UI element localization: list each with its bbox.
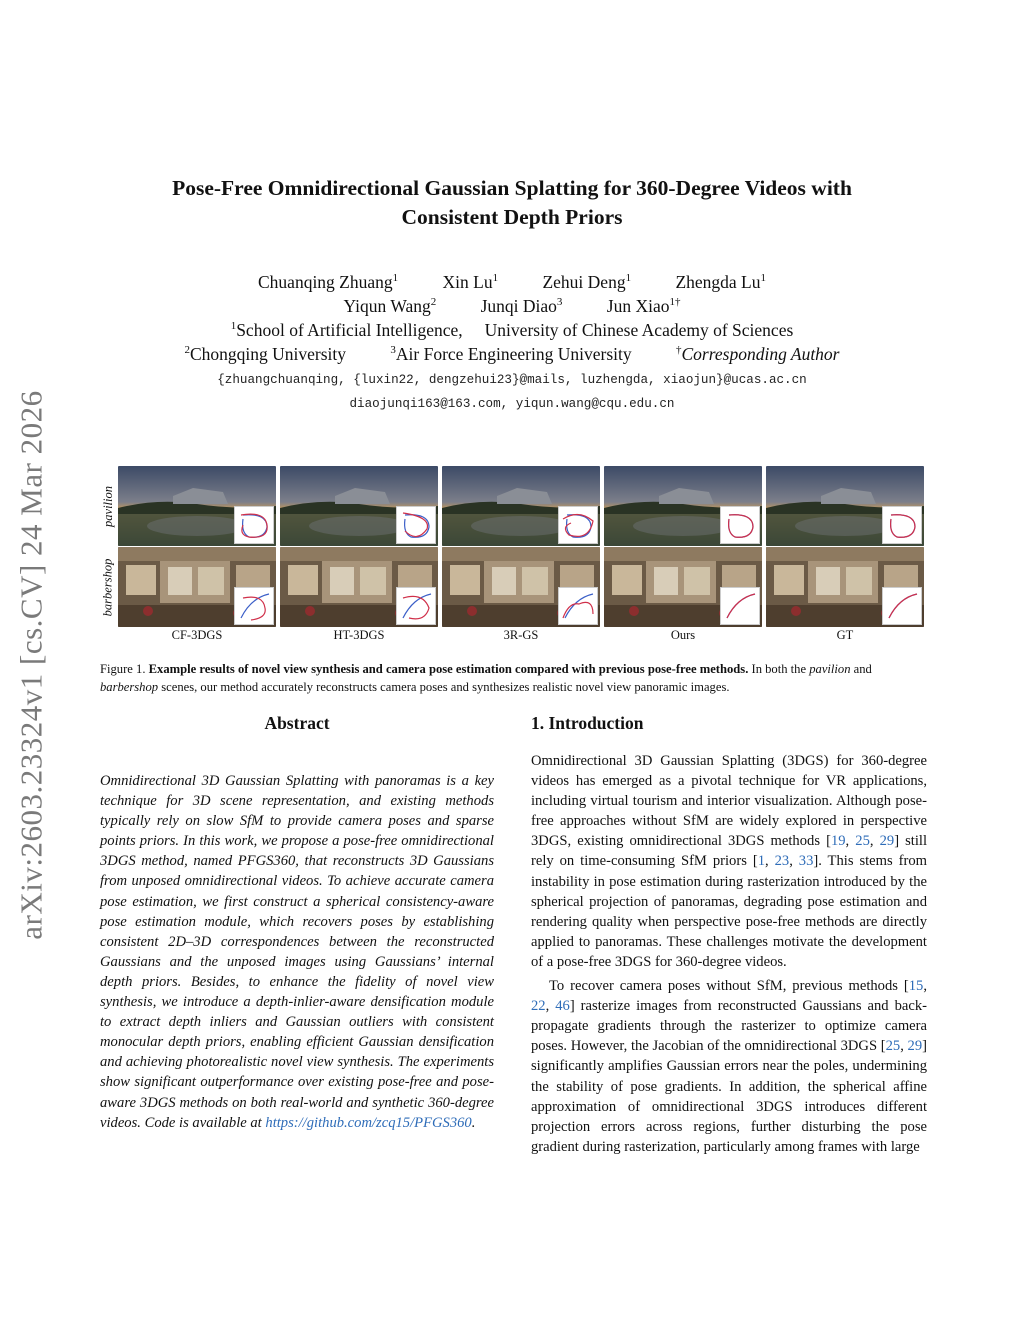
affiliation-sup: 1 [230,320,237,332]
affiliation-sup: 2 [184,344,190,356]
row-label-barbershop [98,547,118,627]
author-sup: 1 [492,272,499,284]
camera-trajectory-inset [558,587,598,625]
corresponding-sup: † [675,344,682,356]
intro-text: , [545,998,556,1015]
author-sup: 2 [430,296,437,308]
barbershop-panorama-image [118,547,276,627]
intro-text: , [765,853,775,870]
citation-link[interactable]: 22 [531,998,546,1015]
camera-trajectory-inset [234,506,274,544]
abstract-heading: Abstract [264,713,330,733]
row-label-text: pavilion [100,485,115,527]
column-label: Ours [670,628,696,642]
email-line-1: {zhuangchuanqing, {luxin22, dengzehui23}@mails, luzhengda, xiaojun}@ucas.ac.cn [217,373,807,387]
title-line-2: Consistent Depth Priors [401,205,623,229]
intro-text: , [869,833,880,850]
intro-text: , [845,833,856,850]
citation-link[interactable]: 46 [555,998,570,1015]
author-sup: 3 [556,296,563,308]
introduction-body [531,751,927,1157]
caption-prefix: Figure 1. [100,662,146,676]
caption-bold: Example results of novel view synthesis and camera pose estimation compared with previous pose-free methods. [148,662,749,676]
author-line-1 [100,270,924,294]
citation-link[interactable]: 15 [908,978,924,995]
introduction-heading: 1. Introduction [531,713,644,733]
camera-trajectory-inset [234,587,274,625]
intro-paragraph-1 [531,751,927,972]
author-name: Zhengda Lu [675,272,761,292]
pavilion-panorama-image [442,466,600,546]
title-line-1: Pose-Free Omnidirectional Gaussian Splatting for 360-Degree Videos with [172,176,852,200]
email-line-2: diaojunqi163@163.com, yiqun.wang@cqu.edu.cn [349,397,675,411]
barbershop-panorama-image [280,547,438,627]
caption-scene: pavilion [809,662,851,676]
affiliation-university: University of Chinese Academy of Sciences [484,320,794,340]
author-line-2 [100,294,924,318]
intro-text: ] still rely on time-consuming SfM priors [ [531,833,928,870]
camera-trajectory-inset [396,506,436,544]
column-label: 3R-GS [503,628,539,642]
pavilion-panorama-image [604,466,762,546]
column-label: GT [836,628,854,642]
author-name: Chuanqing Zhuang [258,272,393,292]
affiliation-sup: 3 [390,344,396,356]
author-sup: 1 [625,272,632,284]
arxiv-identifier [10,355,54,975]
intro-text: Omnidirectional 3D Gaussian Splatting (3DGS) for 360-degree videos has emerged as a pivotal technique for VR applications, including virtual tourism and interior visualization. Although pose-free approaches without SfM are widely explored in perspective 3DGS, existing omnidirectional 3DGS methods [ [531,753,927,850]
corresponding-author-note: Corresponding Author [681,344,840,364]
citation-link[interactable]: 29 [879,833,895,850]
author-name: Zehui Deng [542,272,626,292]
citation-link[interactable]: 25 [885,1038,901,1055]
author-sup: 1 [392,272,399,284]
intro-text: ]. This stems from instability in pose estimation during rasterization introduced by the spherical projection of panoramas, degrading pose estimation and rendering quality when perspective pose-free methods are directly applied to panoramas. These challenges motivate the development of a pose-free 3DGS for 360-degree videos. [531,853,928,970]
pavilion-panorama-image [766,466,924,546]
camera-trajectory-inset [882,587,922,625]
pavilion-panorama-image [118,466,276,546]
citation-link[interactable]: 29 [907,1038,923,1055]
abstract-body [100,771,494,1133]
citation-link[interactable]: 19 [830,833,846,850]
column-label: HT-3DGS [333,628,385,642]
caption-text: In both the [751,662,807,676]
abstract-text: Omnidirectional 3D Gaussian Splatting with panoramas is a key technique for 3D scene representation, and existing methods typically rely on slow SfM to provide camera poses and sparse points priors. In this work, we propose a pose-free omnidirectional 3DGS method, named PFGS360, that reconstructs 3D Gaussians from unposed omnidirectional videos. To achieve accurate camera pose estimation, we first construct a spherical consistency-aware pose estimation module, which recovers poses by establishing consistent 2D–3D correspondences between the reconstructed Gaussians and the unposed images using Gaussians’ internal depth priors. Besides, to enhance the fidelity of novel view synthesis, we introduce a depth-inlier-aware densification module to extract depth inliers and Gaussian outliers with consistent monocular depth priors, enabling efficient Gaussian densification and achieving photorealistic novel view synthesis. The experiments show significant outperformance over existing pose-free and pose-aware 3DGS methods on both real-world and synthetic 360-degree videos. Code is available at [100,773,494,1131]
arxiv-id-text: arXiv:2603.23324v1 [cs.CV] 24 Mar 2026 [14,390,50,940]
pavilion-panorama-image [280,466,438,546]
intro-text: ] rasterize images from reconstructed Gaussians and back-propagate gradients through the rasterizer to optimize camera poses. However, the Jacobian of the omnidirectional 3DGS [ [531,998,927,1055]
citation-link[interactable]: 25 [855,833,870,850]
barbershop-panorama-image [604,547,762,627]
figure-caption [100,660,924,696]
camera-trajectory-inset [720,506,760,544]
caption-text: and [853,662,872,676]
camera-trajectory-inset [882,506,922,544]
author-name: Jun Xiao [606,296,670,316]
intro-paragraph-2 [531,976,927,1157]
affiliation-line-2 [100,342,924,366]
row-label-text: barbershop [100,558,115,616]
affiliation-airforce: Air Force Engineering University [395,344,632,364]
camera-trajectory-inset [558,506,598,544]
camera-trajectory-inset [720,587,760,625]
caption-scene: barbershop [100,680,159,694]
intro-text: ] significantly amplifies Gaussian errors near the poles, undermining the stability of pose gradients. In addition, the spherical affine approximation of omnidirectional 3DGS introduces different projection errors across regions, further disturbing the pose gradient during rasterization, particularly among frames with large [531,1038,927,1155]
citation-link[interactable]: 23 [774,853,790,870]
author-name: Yiqun Wang [343,296,431,316]
camera-trajectory-inset [396,587,436,625]
author-name: Xin Lu [442,272,493,292]
intro-text: To recover camera poses without SfM, previous methods [ [549,978,909,995]
intro-text: , [923,978,927,995]
code-link[interactable]: https://github.com/zcq15/PFGS360 [265,1114,472,1131]
intro-text: , [900,1038,908,1055]
citation-link[interactable]: 33 [798,853,814,870]
barbershop-panorama-image [766,547,924,627]
author-sup: 1 [760,272,766,284]
affiliation-school: School of Artificial Intelligence, [236,320,463,340]
author-sup: 1† [669,296,681,308]
column-label: CF-3DGS [171,628,223,642]
affiliation-chongqing: Chongqing University [189,344,347,364]
citation-link[interactable]: 1 [757,853,765,870]
paper-title [100,174,924,232]
row-label-pavilion [98,466,118,546]
caption-text: scenes, our method accurately reconstructs camera poses and synthesizes realistic novel view panoramic images. [161,680,730,694]
intro-text: , [789,853,799,870]
affiliation-line-1 [100,318,924,342]
abstract-end: . [471,1114,476,1131]
author-name: Junqi Diao [480,296,557,316]
barbershop-panorama-image [442,547,600,627]
